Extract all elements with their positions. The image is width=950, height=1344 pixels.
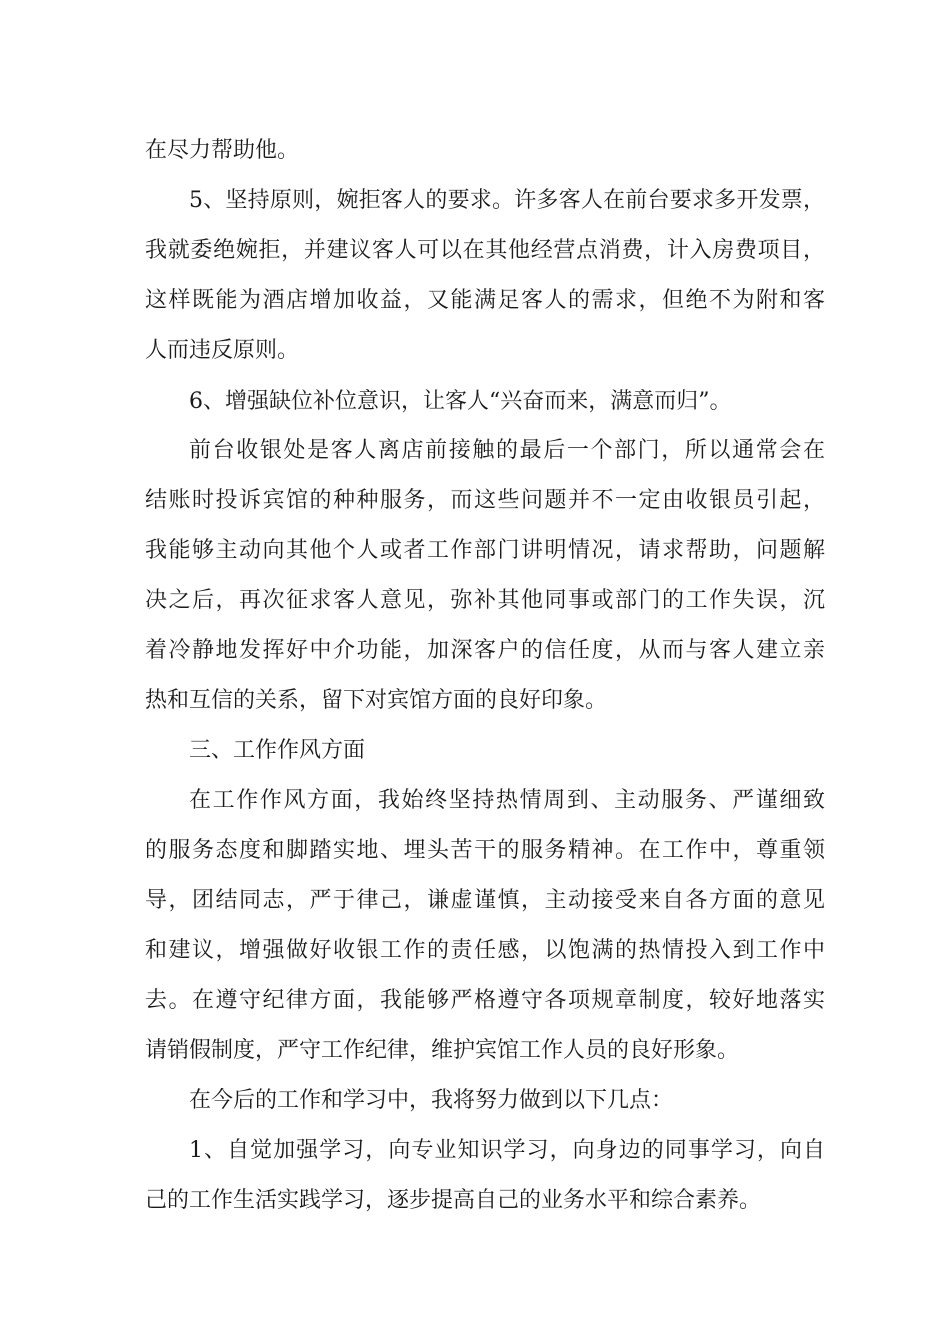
- text-line: 这样既能为酒店增加收益，又能满足客人的需求，但绝不为附和客: [145, 288, 825, 313]
- text-line: 1、自觉加强学习，向专业知识学习，向身边的同事学习，向自: [189, 1138, 825, 1163]
- text-line: 前台收银处是客人离店前接触的最后一个部门，所以通常会在: [189, 438, 825, 463]
- text-line: 6、增强缺位补位意识，让客人“兴奋而来，满意而归”。: [189, 389, 732, 414]
- section-heading: 三、工作作风方面: [189, 738, 366, 763]
- text-line: 和建议，增强做好收银工作的责任感，以饱满的热情投入到工作中: [145, 938, 825, 963]
- text-line: 在今后的工作和学习中，我将努力做到以下几点：: [189, 1088, 674, 1113]
- text-line: 着冷静地发挥好中介功能，加深客户的信任度，从而与客人建立亲: [145, 638, 825, 663]
- text-line: 结账时投诉宾馆的种种服务，而这些问题并不一定由收银员引起，: [145, 488, 825, 513]
- text-line: 请销假制度，严守工作纪律，维护宾馆工作人员的良好形象。: [145, 1038, 740, 1063]
- text-line: 5、坚持原则，婉拒客人的要求。许多客人在前台要求多开发票，: [189, 188, 825, 213]
- text-line: 在工作作风方面，我始终坚持热情周到、主动服务、严谨细致: [189, 788, 825, 813]
- text-line: 我就委绝婉拒，并建议客人可以在其他经营点消费，计入房费项目，: [145, 238, 825, 263]
- text-line: 去。在遵守纪律方面，我能够严格遵守各项规章制度，较好地落实: [145, 988, 825, 1013]
- text-line: 己的工作生活实践学习，逐步提高自己的业务水平和综合素养。: [145, 1188, 762, 1213]
- text-line: 的服务态度和脚踏实地、埋头苦干的服务精神。在工作中，尊重领: [145, 838, 825, 863]
- text-line: 我能够主动向其他个人或者工作部门讲明情况，请求帮助，问题解: [145, 538, 825, 563]
- text-line: 热和互信的关系，留下对宾馆方面的良好印象。: [145, 688, 608, 713]
- text-line: 决之后，再次征求客人意见，弥补其他同事或部门的工作失误，沉: [145, 588, 825, 613]
- text-line: 在尽力帮助他。: [145, 138, 300, 163]
- text-line: 导，团结同志，严于律己，谦虚谨慎，主动接受来自各方面的意见: [145, 888, 825, 913]
- text-line: 人而违反原则。: [145, 338, 300, 363]
